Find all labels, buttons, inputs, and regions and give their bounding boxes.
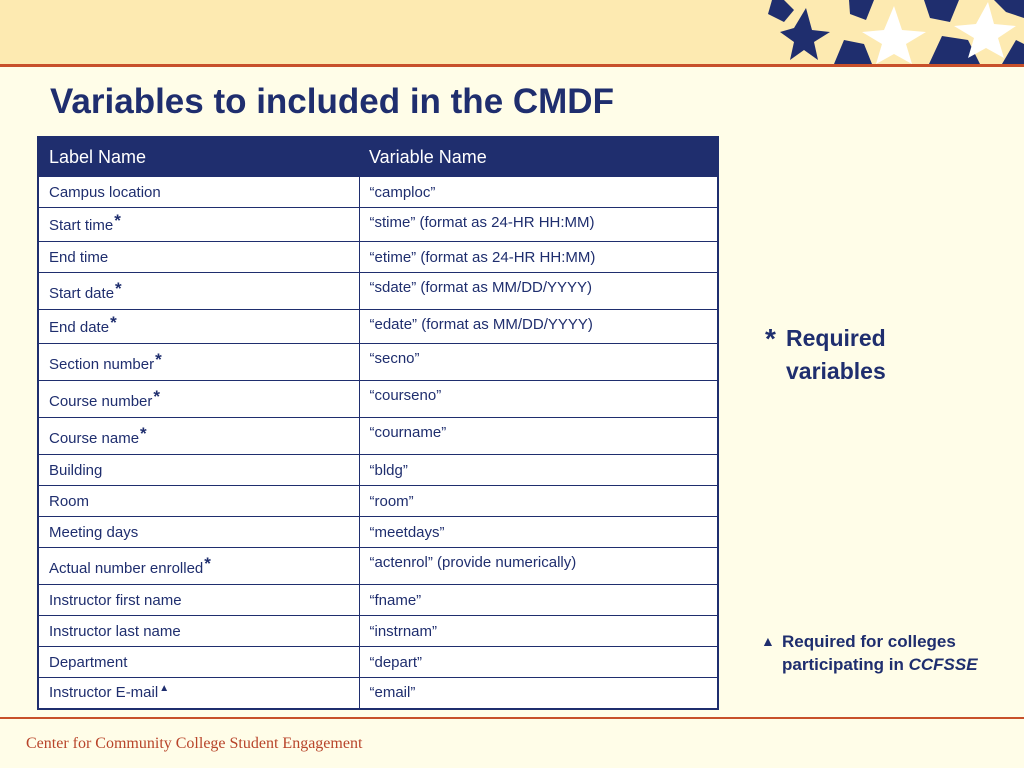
star-shape <box>768 0 794 22</box>
table-header-row <box>38 137 718 177</box>
table-row <box>38 208 718 242</box>
table-row <box>38 418 718 455</box>
star-shape <box>924 0 959 22</box>
star-shape <box>994 0 1024 18</box>
table-row <box>38 585 718 616</box>
footer-rule <box>0 717 1024 719</box>
required-variables-note <box>765 322 926 388</box>
label-text: Instructor last name <box>49 622 181 640</box>
label-text: Actual number enrolled <box>49 560 204 577</box>
variable-cell: “room” <box>359 486 718 517</box>
label-text: Room <box>49 492 90 510</box>
variable-cell: “courseno” <box>359 381 718 418</box>
star-shape <box>862 6 926 64</box>
label-cell <box>38 273 359 310</box>
label-cell <box>38 242 359 273</box>
asterisk-icon: * <box>115 279 122 298</box>
label-cell <box>38 678 359 709</box>
variable-cell: “camploc” <box>359 177 718 208</box>
ccfsse-emphasis: CCFSSE <box>908 655 978 674</box>
label-text: Instructor E-mail <box>49 683 159 701</box>
column-header-variable: Variable Name <box>359 137 718 177</box>
label-cell <box>38 418 359 455</box>
table-row <box>38 455 718 486</box>
variable-cell: “bldg” <box>359 455 718 486</box>
variable-cell: “secno” <box>359 344 718 381</box>
asterisk-icon: * <box>204 554 211 573</box>
label-cell <box>38 616 359 647</box>
asterisk-icon: * <box>114 211 121 230</box>
page-title: Variables to included in the CMDF <box>50 82 614 121</box>
ccfsse-note <box>761 630 1002 676</box>
header-rule <box>0 64 1024 67</box>
label-text: Department <box>49 653 128 671</box>
label-text: Section number <box>49 356 155 373</box>
variable-cell: “email” <box>359 678 718 709</box>
label-cell <box>38 585 359 616</box>
table-row <box>38 177 718 208</box>
table-row <box>38 344 718 381</box>
label-cell <box>38 455 359 486</box>
star-shape <box>849 0 874 20</box>
label-text: End date <box>49 319 110 336</box>
variable-cell: “sdate” (format as MM/DD/YYYY) <box>359 273 718 310</box>
label-text: Course name <box>49 430 140 447</box>
column-header-label: Label Name <box>38 137 359 177</box>
label-cell <box>38 381 359 418</box>
label-cell <box>38 486 359 517</box>
variable-cell: “depart” <box>359 647 718 678</box>
label-text: Start time <box>49 217 114 234</box>
asterisk-icon: * <box>110 313 117 332</box>
triangle-icon: ▲ <box>159 682 170 694</box>
variable-cell: “fname” <box>359 585 718 616</box>
table-row <box>38 242 718 273</box>
label-cell <box>38 647 359 678</box>
table-row <box>38 548 718 585</box>
table-row <box>38 381 718 418</box>
ccfsse-note-body: Required for colleges participating in <box>782 632 956 674</box>
variable-cell: “instrnam” <box>359 616 718 647</box>
star-shape <box>834 40 872 64</box>
star-shape <box>1002 40 1024 64</box>
asterisk-icon: * <box>155 350 162 369</box>
label-text: Start date <box>49 285 115 302</box>
label-cell <box>38 208 359 242</box>
label-text: End time <box>49 248 109 266</box>
variable-cell: “stime” (format as 24-HR HH:MM) <box>359 208 718 242</box>
asterisk-icon: * <box>140 424 147 443</box>
table-row <box>38 310 718 344</box>
table-row <box>38 678 718 709</box>
table-row <box>38 647 718 678</box>
variable-cell: “meetdays” <box>359 517 718 548</box>
variable-cell: “edate” (format as MM/DD/YYYY) <box>359 310 718 344</box>
label-text: Campus location <box>49 183 161 201</box>
label-cell <box>38 310 359 344</box>
variable-cell: “courname” <box>359 418 718 455</box>
table-row <box>38 517 718 548</box>
label-text: Course number <box>49 393 153 410</box>
triangle-icon: ▲ <box>761 633 775 649</box>
label-text: Building <box>49 461 103 479</box>
variables-table <box>37 136 719 710</box>
table-row <box>38 486 718 517</box>
variable-cell: “etime” (format as 24-HR HH:MM) <box>359 242 718 273</box>
variable-cell: “actenrol” (provide numerically) <box>359 548 718 585</box>
label-cell <box>38 548 359 585</box>
label-cell <box>38 177 359 208</box>
table-body <box>38 177 718 709</box>
asterisk-icon: * <box>765 323 776 354</box>
label-cell <box>38 344 359 381</box>
ccfsse-note-text <box>782 630 1002 676</box>
footer-text: Center for Community College Student Engagement <box>26 735 363 752</box>
required-variables-text: Required variables <box>786 325 886 384</box>
table-row <box>38 273 718 310</box>
label-text: Instructor first name <box>49 591 182 609</box>
label-cell <box>38 517 359 548</box>
asterisk-icon: * <box>153 387 161 406</box>
table-row <box>38 616 718 647</box>
stars-decoration <box>754 0 1024 64</box>
label-text: Meeting days <box>49 523 139 541</box>
